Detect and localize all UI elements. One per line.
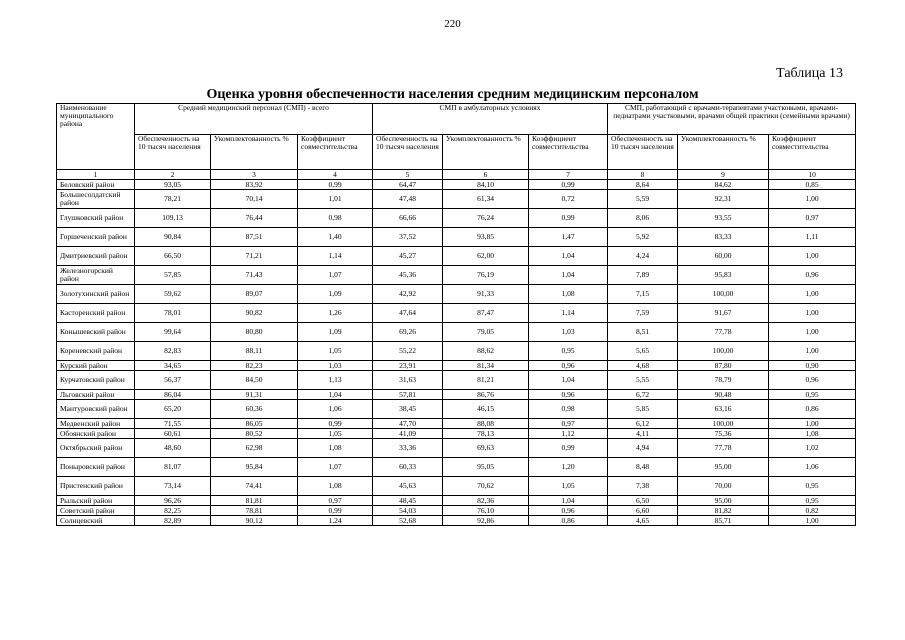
table-cell: 71,43	[211, 266, 298, 285]
table-cell: 82,83	[135, 342, 211, 361]
table-cell: 0,95	[769, 496, 856, 506]
table-cell: 1,07	[298, 458, 373, 477]
table-cell: 96,26	[135, 496, 211, 506]
table-cell: 0,99	[298, 419, 373, 429]
header-district: Наименование муниципального района	[57, 104, 135, 170]
table-cell: 88,08	[443, 419, 529, 429]
table-cell: 54,03	[373, 506, 443, 516]
table-cell: 70,14	[211, 190, 298, 209]
district-name: Курский район	[57, 361, 135, 371]
table-row	[57, 180, 856, 190]
table-cell: 4,68	[608, 361, 678, 371]
table-cell: 7,38	[608, 477, 678, 496]
table-cell: 8,48	[608, 458, 678, 477]
supply-table	[56, 103, 856, 526]
column-number: 5	[373, 170, 443, 180]
table-cell: 42,92	[373, 285, 443, 304]
table-cell: 7,59	[608, 304, 678, 323]
table-cell: 0,90	[769, 361, 856, 371]
table-cell: 88,62	[443, 342, 529, 361]
district-name: Кореневский район	[57, 342, 135, 361]
table-cell: 70,62	[443, 477, 529, 496]
header-staffing: Укомплектованность %	[443, 135, 529, 170]
table-cell: 57,85	[135, 266, 211, 285]
table-cell: 83,92	[211, 180, 298, 190]
table-cell: 6,50	[608, 496, 678, 506]
table-cell: 0,98	[529, 400, 608, 419]
column-number-row	[57, 170, 856, 180]
table-cell: 45,36	[373, 266, 443, 285]
table-row	[57, 429, 856, 439]
table-cell: 95,00	[678, 458, 769, 477]
table-cell: 1,04	[529, 247, 608, 266]
table-row	[57, 247, 856, 266]
table-cell: 59,62	[135, 285, 211, 304]
table-cell: 81,81	[211, 496, 298, 506]
table-cell: 6,60	[608, 506, 678, 516]
table-cell: 5,65	[608, 342, 678, 361]
table-cell: 86,04	[135, 390, 211, 400]
table-cell: 0,96	[769, 371, 856, 390]
table-row	[57, 209, 856, 228]
table-cell: 76,44	[211, 209, 298, 228]
table-row	[57, 419, 856, 429]
table-cell: 1,05	[298, 429, 373, 439]
table-cell: 99,64	[135, 323, 211, 342]
table-cell: 33,36	[373, 439, 443, 458]
table-cell: 75,36	[678, 429, 769, 439]
district-name: Обоянский район	[57, 429, 135, 439]
table-cell: 0,96	[529, 506, 608, 516]
table-cell: 1,00	[769, 323, 856, 342]
table-cell: 1,02	[769, 439, 856, 458]
district-name: Беловский район	[57, 180, 135, 190]
table-cell: 61,34	[443, 190, 529, 209]
table-cell: 8,64	[608, 180, 678, 190]
header-staffing: Укомплектованность %	[678, 135, 769, 170]
table-cell: 0,82	[769, 506, 856, 516]
table-cell: 48,45	[373, 496, 443, 506]
table-cell: 1,08	[298, 439, 373, 458]
column-number: 8	[608, 170, 678, 180]
table-cell: 1,05	[529, 477, 608, 496]
table-cell: 45,27	[373, 247, 443, 266]
table-cell: 92,86	[443, 516, 529, 526]
district-name: Поныровский район	[57, 458, 135, 477]
table-cell: 109,13	[135, 209, 211, 228]
table-cell: 73,14	[135, 477, 211, 496]
table-row	[57, 228, 856, 247]
table-cell: 1,04	[529, 266, 608, 285]
table-cell: 100,00	[678, 285, 769, 304]
table-row	[57, 516, 856, 526]
table-cell: 1,14	[298, 247, 373, 266]
table-cell: 63,16	[678, 400, 769, 419]
page-number: 220	[444, 18, 461, 30]
table-cell: 70,00	[678, 477, 769, 496]
table-cell: 0,99	[529, 209, 608, 228]
table-cell: 93,55	[678, 209, 769, 228]
table-cell: 77,78	[678, 439, 769, 458]
table-cell: 91,33	[443, 285, 529, 304]
table-cell: 0,95	[529, 342, 608, 361]
table-row	[57, 506, 856, 516]
table-cell: 8,06	[608, 209, 678, 228]
table-row	[57, 361, 856, 371]
table-cell: 38,45	[373, 400, 443, 419]
table-cell: 60,00	[678, 247, 769, 266]
table-cell: 77,78	[678, 323, 769, 342]
table-cell: 41,09	[373, 429, 443, 439]
table-cell: 57,81	[373, 390, 443, 400]
header-group-outpatient: СМП в амбулаторных условиях	[373, 104, 608, 135]
table-cell: 82,89	[135, 516, 211, 526]
table-cell: 1,20	[529, 458, 608, 477]
table-cell: 0,97	[769, 209, 856, 228]
table-cell: 60,36	[211, 400, 298, 419]
table-cell: 46,15	[443, 400, 529, 419]
table-row	[57, 400, 856, 419]
table-cell: 4,11	[608, 429, 678, 439]
table-cell: 1,00	[769, 304, 856, 323]
table-cell: 1,47	[529, 228, 608, 247]
district-name: Медвенский район	[57, 419, 135, 429]
table-cell: 84,62	[678, 180, 769, 190]
table-cell: 1,08	[529, 285, 608, 304]
table-cell: 85,71	[678, 516, 769, 526]
table-row	[57, 190, 856, 209]
table-cell: 89,07	[211, 285, 298, 304]
table-cell: 0,85	[769, 180, 856, 190]
table-cell: 82,23	[211, 361, 298, 371]
table-cell: 1,09	[298, 285, 373, 304]
table-cell: 55,22	[373, 342, 443, 361]
column-number: 7	[529, 170, 608, 180]
table-cell: 69,63	[443, 439, 529, 458]
table-cell: 80,52	[211, 429, 298, 439]
table-cell: 91,67	[678, 304, 769, 323]
table-cell: 79,05	[443, 323, 529, 342]
table-cell: 4,24	[608, 247, 678, 266]
table-cell: 95,83	[678, 266, 769, 285]
table-cell: 1,05	[298, 342, 373, 361]
table-cell: 5,85	[608, 400, 678, 419]
table-cell: 6,12	[608, 419, 678, 429]
table-cell: 7,15	[608, 285, 678, 304]
table-cell: 86,76	[443, 390, 529, 400]
table-cell: 1,04	[529, 371, 608, 390]
table-cell: 1,14	[529, 304, 608, 323]
table-cell: 0,95	[769, 477, 856, 496]
table-cell: 90,12	[211, 516, 298, 526]
table-cell: 0,96	[769, 266, 856, 285]
district-name: Глушковский район	[57, 209, 135, 228]
table-cell: 88,11	[211, 342, 298, 361]
table-cell: 78,01	[135, 304, 211, 323]
table-row	[57, 304, 856, 323]
table-cell: 78,81	[211, 506, 298, 516]
table-cell: 60,33	[373, 458, 443, 477]
table-cell: 60,61	[135, 429, 211, 439]
table-cell: 1,01	[298, 190, 373, 209]
table-cell: 95,05	[443, 458, 529, 477]
table-cell: 76,24	[443, 209, 529, 228]
table-cell: 95,84	[211, 458, 298, 477]
table-cell: 5,59	[608, 190, 678, 209]
table-cell: 74,41	[211, 477, 298, 496]
table-cell: 0,97	[529, 419, 608, 429]
table-cell: 0,96	[529, 361, 608, 371]
district-name: Советский район	[57, 506, 135, 516]
table-cell: 8,51	[608, 323, 678, 342]
header-coefficient: Коэффициент совместительства	[298, 135, 373, 170]
table-cell: 1,13	[298, 371, 373, 390]
table-cell: 80,80	[211, 323, 298, 342]
table-cell: 92,31	[678, 190, 769, 209]
table-cell: 65,20	[135, 400, 211, 419]
table-row	[57, 496, 856, 506]
table-cell: 1,04	[298, 390, 373, 400]
table-cell: 1,06	[298, 400, 373, 419]
table-cell: 87,51	[211, 228, 298, 247]
table-cell: 0,97	[298, 496, 373, 506]
table-cell: 100,00	[678, 342, 769, 361]
table-cell: 47,70	[373, 419, 443, 429]
table-cell: 64,47	[373, 180, 443, 190]
table-cell: 47,64	[373, 304, 443, 323]
table-cell: 81,82	[678, 506, 769, 516]
table-cell: 0,99	[529, 180, 608, 190]
table-row	[57, 477, 856, 496]
column-number: 4	[298, 170, 373, 180]
table-cell: 1,08	[298, 477, 373, 496]
table-cell: 1,11	[769, 228, 856, 247]
table-cell: 83,33	[678, 228, 769, 247]
table-cell: 34,65	[135, 361, 211, 371]
header-coefficient: Коэффициент совместительства	[769, 135, 856, 170]
table-cell: 84,10	[443, 180, 529, 190]
table-row	[57, 439, 856, 458]
table-row	[57, 458, 856, 477]
table-cell: 1,00	[769, 342, 856, 361]
table-cell: 1,07	[298, 266, 373, 285]
table-cell: 90,84	[135, 228, 211, 247]
table-cell: 1,26	[298, 304, 373, 323]
column-number: 9	[678, 170, 769, 180]
table-row	[57, 342, 856, 361]
table-row	[57, 285, 856, 304]
column-number: 3	[211, 170, 298, 180]
table-cell: 0,99	[529, 439, 608, 458]
column-number: 2	[135, 170, 211, 180]
column-number: 1	[57, 170, 135, 180]
table-cell: 7,89	[608, 266, 678, 285]
header-group-primary-care: СМП, работающий с врачами-терапевтами участковыми, врачами-педиатрами участковыми, врачами общей практики (семейными врачами)	[608, 104, 856, 135]
table-cell: 1,03	[298, 361, 373, 371]
table-cell: 4,94	[608, 439, 678, 458]
table-cell: 1,04	[529, 496, 608, 506]
table-cell: 0,86	[529, 516, 608, 526]
table-cell: 1,03	[529, 323, 608, 342]
table-cell: 5,92	[608, 228, 678, 247]
table-cell: 76,19	[443, 266, 529, 285]
table-cell: 1,40	[298, 228, 373, 247]
table-cell: 48,60	[135, 439, 211, 458]
table-cell: 45,63	[373, 477, 443, 496]
table-cell: 78,13	[443, 429, 529, 439]
table-cell: 1,00	[769, 247, 856, 266]
district-name: Льговский район	[57, 390, 135, 400]
table-cell: 84,50	[211, 371, 298, 390]
district-name: Курчатовский район	[57, 371, 135, 390]
table-cell: 1,08	[769, 429, 856, 439]
table-cell: 71,21	[211, 247, 298, 266]
table-cell: 69,26	[373, 323, 443, 342]
district-name: Рыльский район	[57, 496, 135, 506]
header-supply: Обеспеченность на 10 тысяч населения	[135, 135, 211, 170]
table-cell: 37,52	[373, 228, 443, 247]
table-cell: 4,65	[608, 516, 678, 526]
table-cell: 0,99	[298, 506, 373, 516]
table-cell: 93,05	[135, 180, 211, 190]
table-cell: 0,98	[298, 209, 373, 228]
table-cell: 1,00	[769, 516, 856, 526]
header-group-total: Средний медицинский персонал (СМП) - всего	[135, 104, 373, 135]
table-cell: 52,68	[373, 516, 443, 526]
table-cell: 78,79	[678, 371, 769, 390]
district-name: Дмитриевский район	[57, 247, 135, 266]
district-name: Большесолдатский район	[57, 190, 135, 209]
table-row	[57, 266, 856, 285]
table-cell: 100,00	[678, 419, 769, 429]
header-coefficient: Коэффициент совместительства	[529, 135, 608, 170]
table-cell: 81,34	[443, 361, 529, 371]
table-cell: 0,95	[769, 390, 856, 400]
table-cell: 87,47	[443, 304, 529, 323]
table-cell: 87,80	[678, 361, 769, 371]
column-number: 6	[443, 170, 529, 180]
table-cell: 6,72	[608, 390, 678, 400]
table-cell: 31,63	[373, 371, 443, 390]
district-name: Горшеченский район	[57, 228, 135, 247]
table-cell: 81,07	[135, 458, 211, 477]
column-number: 10	[769, 170, 856, 180]
table-cell: 90,82	[211, 304, 298, 323]
table-row	[57, 323, 856, 342]
table-row	[57, 371, 856, 390]
table-cell: 1,00	[769, 285, 856, 304]
header-supply: Обеспеченность на 10 тысяч населения	[373, 135, 443, 170]
table-cell: 0,96	[529, 390, 608, 400]
table-cell: 62,98	[211, 439, 298, 458]
district-name: Конышевский район	[57, 323, 135, 342]
table-cell: 0,86	[769, 400, 856, 419]
district-name: Пристенский район	[57, 477, 135, 496]
table-cell: 56,37	[135, 371, 211, 390]
district-name: Золотухинский район	[57, 285, 135, 304]
page-title: Оценка уровня обеспеченности населения средним медицинским персоналом	[206, 87, 699, 102]
table-label: Таблица 13	[776, 66, 843, 81]
table-cell: 1,06	[769, 458, 856, 477]
header-supply: Обеспеченность на 10 тысяч населения	[608, 135, 678, 170]
table-cell: 0,72	[529, 190, 608, 209]
table-cell: 86,05	[211, 419, 298, 429]
district-name: Солнцевский	[57, 516, 135, 526]
district-name: Касторенский район	[57, 304, 135, 323]
district-name: Железногорский район	[57, 266, 135, 285]
table-row	[57, 390, 856, 400]
table-cell: 82,36	[443, 496, 529, 506]
table-cell: 1,00	[769, 190, 856, 209]
table-cell: 62,00	[443, 247, 529, 266]
table-cell: 66,66	[373, 209, 443, 228]
table-cell: 5,55	[608, 371, 678, 390]
table-cell: 23,91	[373, 361, 443, 371]
table-cell: 90,48	[678, 390, 769, 400]
table-cell: 93,85	[443, 228, 529, 247]
table-cell: 1,24	[298, 516, 373, 526]
table-cell: 1,09	[298, 323, 373, 342]
table-cell: 1,12	[529, 429, 608, 439]
table-cell: 82,25	[135, 506, 211, 516]
table-cell: 66,50	[135, 247, 211, 266]
table-cell: 0,99	[298, 180, 373, 190]
district-name: Мантуровский район	[57, 400, 135, 419]
table-cell: 47,48	[373, 190, 443, 209]
table-cell: 81,21	[443, 371, 529, 390]
header-staffing: Укомплектованность %	[211, 135, 298, 170]
table-cell: 71,55	[135, 419, 211, 429]
table-cell: 95,00	[678, 496, 769, 506]
table-cell: 76,10	[443, 506, 529, 516]
table-cell: 91,31	[211, 390, 298, 400]
table-cell: 1,00	[769, 419, 856, 429]
table-cell: 78,21	[135, 190, 211, 209]
district-name: Октябрьский район	[57, 439, 135, 458]
